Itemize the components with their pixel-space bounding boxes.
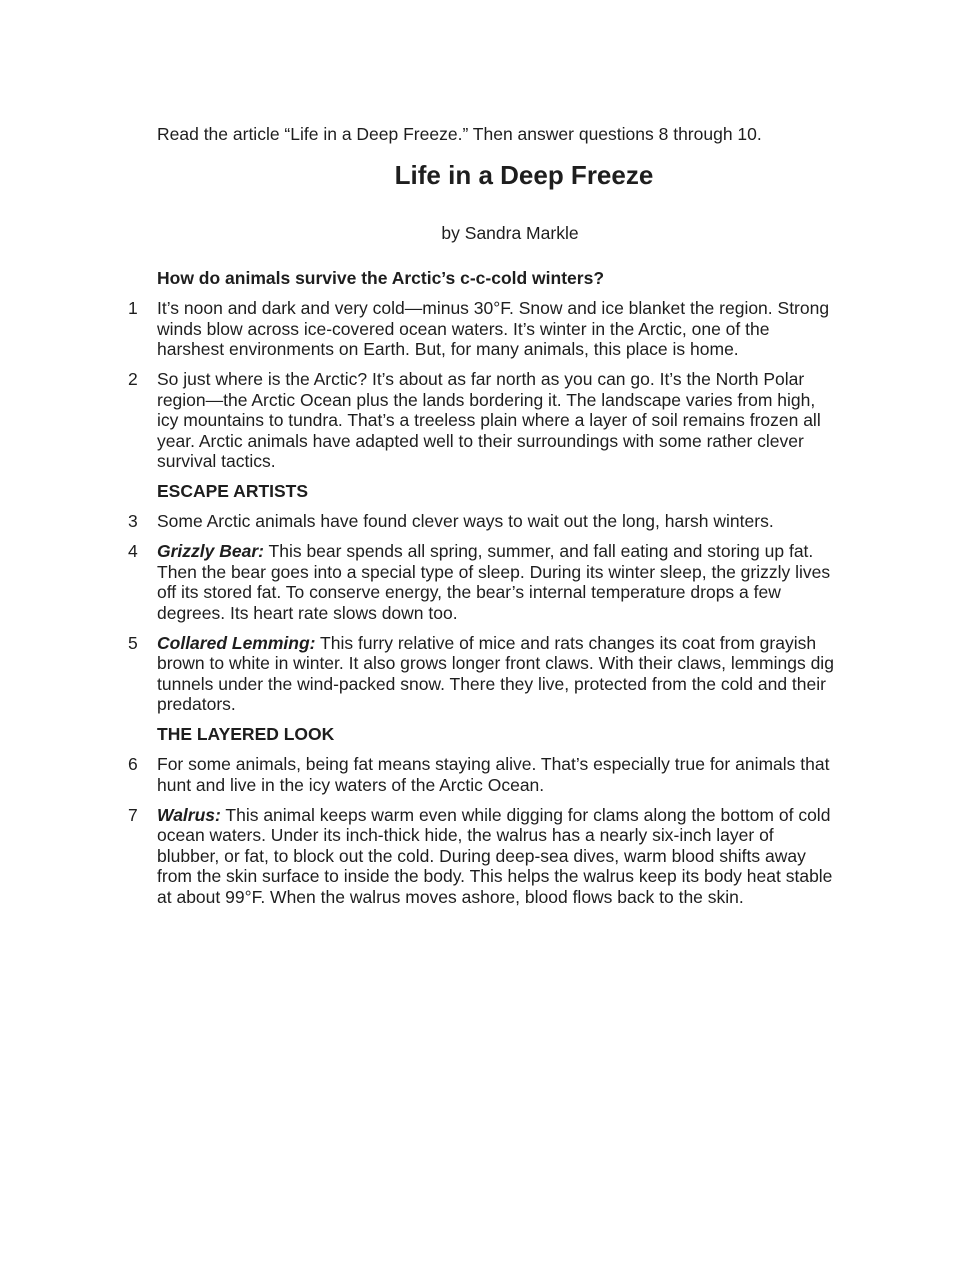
animal-name-lead: Grizzly Bear: <box>157 541 264 561</box>
text-line: degrees. Its heart rate slows down too. <box>157 602 458 623</box>
intro-instructions: Read the article “Life in a Deep Freeze.” Then answer questions 8 through 10. <box>157 124 762 144</box>
animal-name-lead: Walrus: <box>157 804 221 825</box>
paragraph-2 <box>0 369 979 472</box>
text-fragment: This animal keeps warm even while digging for clams along the bottom of cold <box>220 804 831 825</box>
text-line <box>157 805 892 826</box>
text-line: harshest environments on Earth. But, for many animals, this place is home. <box>157 339 739 359</box>
paragraph-4 <box>0 541 979 623</box>
paragraph-text <box>157 541 892 623</box>
paragraph-text <box>157 754 892 795</box>
paragraph-7 <box>0 805 979 908</box>
article-byline: by Sandra Markle <box>441 223 579 243</box>
text-line: blubber, or fat, to block out the cold. During deep-sea dives, warm blood shifts away <box>157 845 806 866</box>
section-heading-escape-artists: ESCAPE ARTISTS <box>157 481 309 501</box>
paragraph-number: 3 <box>128 511 138 531</box>
text-line: It’s noon and dark and very cold—minus 30°F. Snow and ice blanket the region. Strong <box>157 298 830 318</box>
text-line: hunt and live in the icy waters of the Arctic Ocean. <box>157 774 545 795</box>
text-line: icy mountains to tundra. That’s a treeless plain where a layer of soil remains frozen all <box>157 410 821 430</box>
paragraph-number: 7 <box>128 804 138 825</box>
paragraph-number: 4 <box>128 541 138 561</box>
article-body <box>0 268 979 917</box>
paragraph-text <box>157 805 892 908</box>
paragraph-text <box>157 298 892 360</box>
article-title: Life in a Deep Freeze <box>394 160 654 190</box>
text-line: from the skin surface to inside the body. This helps the walrus keep its body heat stable <box>157 866 833 886</box>
paragraph-6 <box>0 754 979 795</box>
text-line: brown to white in winter. It also grows longer front claws. With their claws, lemmings dig <box>157 653 834 673</box>
question-subheading: How do animals survive the Arctic’s c-c-cold winters? <box>157 268 605 288</box>
text-fragment: This furry relative of mice and rats changes its coat from grayish <box>315 632 817 653</box>
paragraph-number: 2 <box>128 369 138 389</box>
paragraph-number: 5 <box>128 632 138 653</box>
paragraph-number: 6 <box>128 754 138 774</box>
text-line <box>157 633 892 654</box>
paragraph-text <box>157 369 892 472</box>
paragraph-3 <box>0 511 979 532</box>
text-line: winds blow across ice-covered ocean waters. It’s winter in the Arctic, one of the <box>157 318 770 339</box>
text-line: region—the Arctic Ocean plus the lands bordering it. The landscape varies from high, <box>157 389 816 410</box>
paragraph-1 <box>0 298 979 360</box>
text-line <box>157 541 892 562</box>
text-line: ocean waters. Under its inch-thick hide, the walrus has a nearly six-inch layer of <box>157 825 774 845</box>
text-line: Some Arctic animals have found clever ways to wait out the long, harsh winters. <box>157 511 774 531</box>
text-line: For some animals, being fat means staying alive. That’s especially true for animals that <box>157 754 830 774</box>
text-line: survival tactics. <box>157 451 276 471</box>
paragraph-number: 1 <box>128 298 138 318</box>
paragraph-text <box>157 633 892 715</box>
paragraph-5 <box>0 633 979 715</box>
section-heading-layered-look: THE LAYERED LOOK <box>157 724 335 744</box>
animal-name-lead: Collared Lemming: <box>157 632 316 653</box>
text-line: predators. <box>157 694 236 714</box>
paragraph-text <box>157 511 892 532</box>
text-line: Then the bear goes into a special type of sleep. During its winter sleep, the grizzly lives <box>157 561 831 582</box>
text-line: off its stored fat. To conserve energy, the bear’s internal temperature drops a few <box>157 582 781 602</box>
text-line: year. Arctic animals have adapted well to their surroundings with some rather clever <box>157 430 804 451</box>
text-fragment: This bear spends all spring, summer, and fall eating and storing up fat. <box>263 541 814 561</box>
text-line: at about 99°F. When the walrus moves ashore, blood flows back to the skin. <box>157 886 744 907</box>
text-line: So just where is the Arctic? It’s about as far north as you can go. It’s the North Polar <box>157 369 805 389</box>
text-line: tunnels under the wind-packed snow. There they live, protected from the cold and their <box>157 673 826 694</box>
